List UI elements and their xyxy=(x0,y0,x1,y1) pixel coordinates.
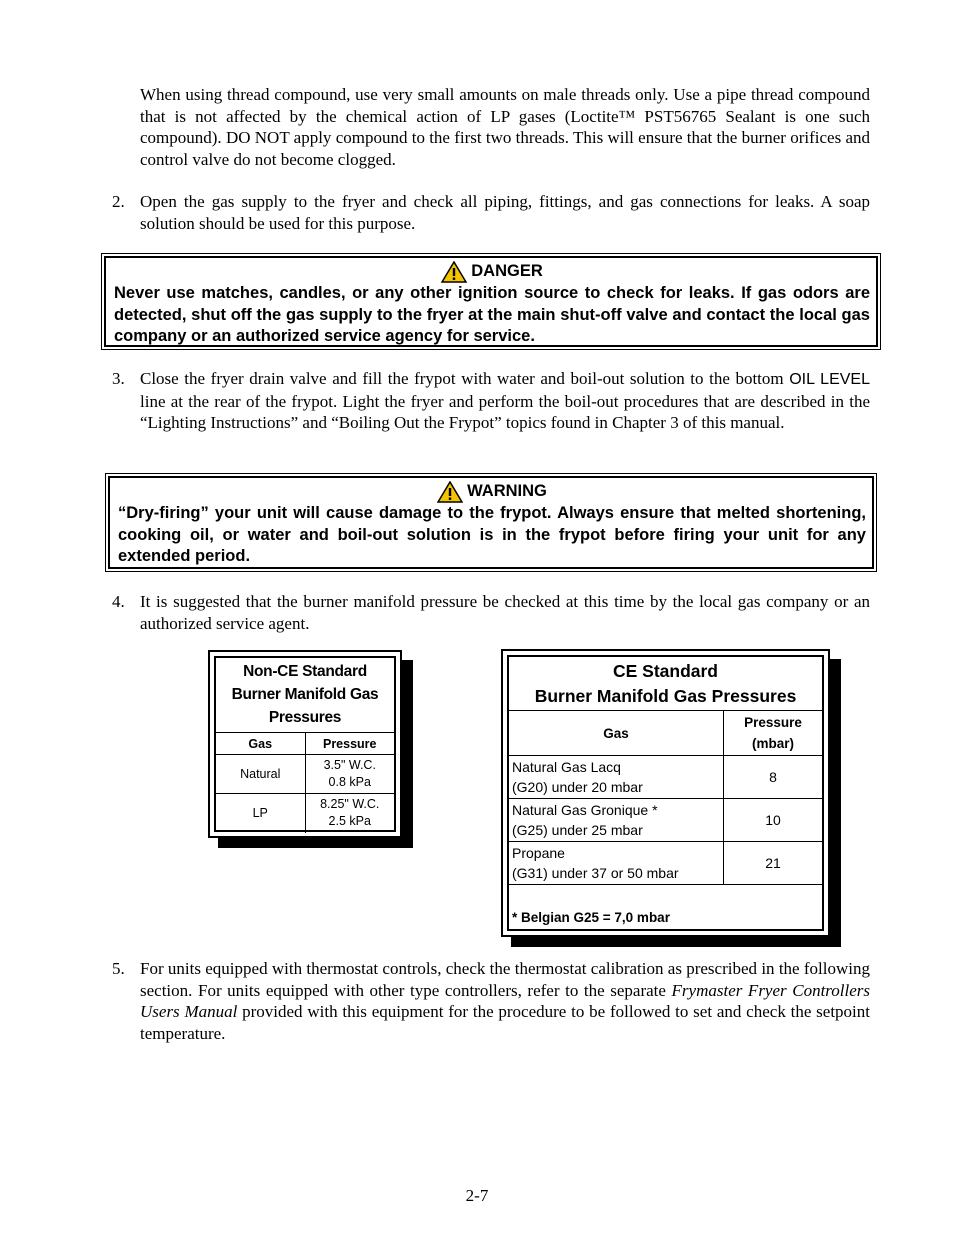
ce-table-title xyxy=(509,657,822,710)
ce-gas-gronique-line2: (G25) under 25 mbar xyxy=(512,822,643,838)
table-row xyxy=(216,794,394,833)
non-ce-pressure-lp-kpa: 2.5 kPa xyxy=(328,814,371,829)
step-5-text xyxy=(140,958,870,1044)
step-4-number: 4. xyxy=(112,592,125,611)
page-number: 2-7 xyxy=(465,1186,489,1205)
danger-text: Never use matches, candles, or any other ignition source to check for leaks. If gas odors are detected, shut off the gas supply to the fryer at the main shut-off valve and contact the local gas company or an authorized service agency for service. xyxy=(114,284,870,345)
warning-triangle-icon xyxy=(441,261,467,283)
ce-value-propane: 21 xyxy=(724,842,823,885)
ce-header-gas: Gas xyxy=(509,711,724,756)
step-3-number: 3. xyxy=(112,369,125,388)
ce-table-title-line1: CE Standard xyxy=(612,661,719,681)
ce-gas-propane-line2: (G31) under 37 or 50 mbar xyxy=(512,865,679,881)
ce-header-pressure-line2: (mbar) xyxy=(751,736,794,751)
danger-title: DANGER xyxy=(471,262,543,281)
ce-header-pressure-line1: Pressure xyxy=(744,715,802,730)
ce-value-lacq: 8 xyxy=(724,756,823,799)
step-4-text: It is suggested that the burner manifold pressure be checked at this time by the local gas company or an authorized service agent. xyxy=(140,592,870,633)
table-row xyxy=(509,842,822,885)
ce-table-title-line2: Burner Manifold Gas Pressures xyxy=(534,686,797,706)
warning-box xyxy=(105,473,877,572)
non-ce-header-pressure: Pressure xyxy=(305,733,394,755)
ce-value-gronique: 10 xyxy=(724,799,823,842)
ce-pressure-table xyxy=(509,710,822,885)
non-ce-pressure-natural xyxy=(305,755,394,794)
ce-gas-propane xyxy=(509,842,724,885)
non-ce-gas-lp: LP xyxy=(216,794,305,833)
step-2-number: 2. xyxy=(112,192,125,211)
ce-gas-gronique xyxy=(509,799,724,842)
ce-gas-lacq xyxy=(509,756,724,799)
non-ce-pressure-natural-wc: 3.5" W.C. xyxy=(323,758,376,772)
non-ce-pressure-table xyxy=(216,732,394,833)
non-ce-gas-natural: Natural xyxy=(216,755,305,794)
ce-table-footnote: * Belgian G25 = 7,0 mbar xyxy=(512,910,670,925)
step-2-text: Open the gas supply to the fryer and check all piping, fittings, and gas connections for leaks. A soap solution should be used for this purpose. xyxy=(140,192,870,233)
controllers-manual-title: Frymaster Fryer Controllers Users Manual xyxy=(140,980,870,1021)
table-row xyxy=(216,755,394,794)
non-ce-table xyxy=(208,650,402,838)
thread-compound-paragraph: When using thread compound, use very small amounts on male threads only. Use a pipe thread compound that is not affected by the chemical action of LP gases (Loctite™ PST56765 Sealant is one such compound). DO NOT apply compound to the first two threads. This will ensure that the burner orifices and control valve do not become clogged. xyxy=(140,85,870,169)
non-ce-header-gas: Gas xyxy=(216,733,305,755)
warning-text: “Dry-firing” your unit will cause damage to the frypot. Always ensure that melted shortening, cooking oil, or water and boil-out solution is in the frypot before firing your unit for any extended period. xyxy=(118,504,866,565)
step-3-text xyxy=(140,368,870,434)
non-ce-pressure-natural-kpa: 0.8 kPa xyxy=(328,775,371,789)
table-row xyxy=(509,799,822,842)
warning-triangle-icon xyxy=(437,481,463,503)
non-ce-table-title: Non-CE Standard Burner Manifold Gas Pressures xyxy=(231,663,379,726)
step-5-number: 5. xyxy=(112,959,125,978)
ce-table xyxy=(501,649,830,937)
ce-gas-lacq-line2: (G20) under 20 mbar xyxy=(512,779,643,795)
non-ce-pressure-lp xyxy=(305,794,394,833)
danger-box xyxy=(101,253,881,350)
step-5-text-a: For units equipped with thermostat controls, check the thermostat calibration as prescribed in the following section. For units equipped with other type controllers, refer to the separate xyxy=(140,959,870,1000)
step-5-text-b: provided with this equipment for the procedure to be followed to set and check the setpoint temperature. xyxy=(140,1002,870,1043)
ce-header-pressure xyxy=(724,711,823,756)
ce-gas-lacq-line1: Natural Gas Lacq xyxy=(512,759,621,775)
step-3-text-b: line at the rear of the frypot. Light the fryer and perform the boil-out procedures that are described in the “Lighting Instructions” and “Boiling Out the Frypot” topics found in Chapter 3 of this manual. xyxy=(140,391,870,432)
oil-level-label: OIL LEVEL xyxy=(789,371,870,388)
ce-gas-gronique-line1: Natural Gas Gronique * xyxy=(512,802,658,818)
warning-title: WARNING xyxy=(467,482,547,501)
ce-gas-propane-line1: Propane xyxy=(512,845,565,861)
table-row xyxy=(509,756,822,799)
step-3-text-a: Close the fryer drain valve and fill the frypot with water and boil-out solution to the bottom xyxy=(140,369,790,388)
non-ce-pressure-lp-wc: 8.25" W.C. xyxy=(320,797,380,812)
